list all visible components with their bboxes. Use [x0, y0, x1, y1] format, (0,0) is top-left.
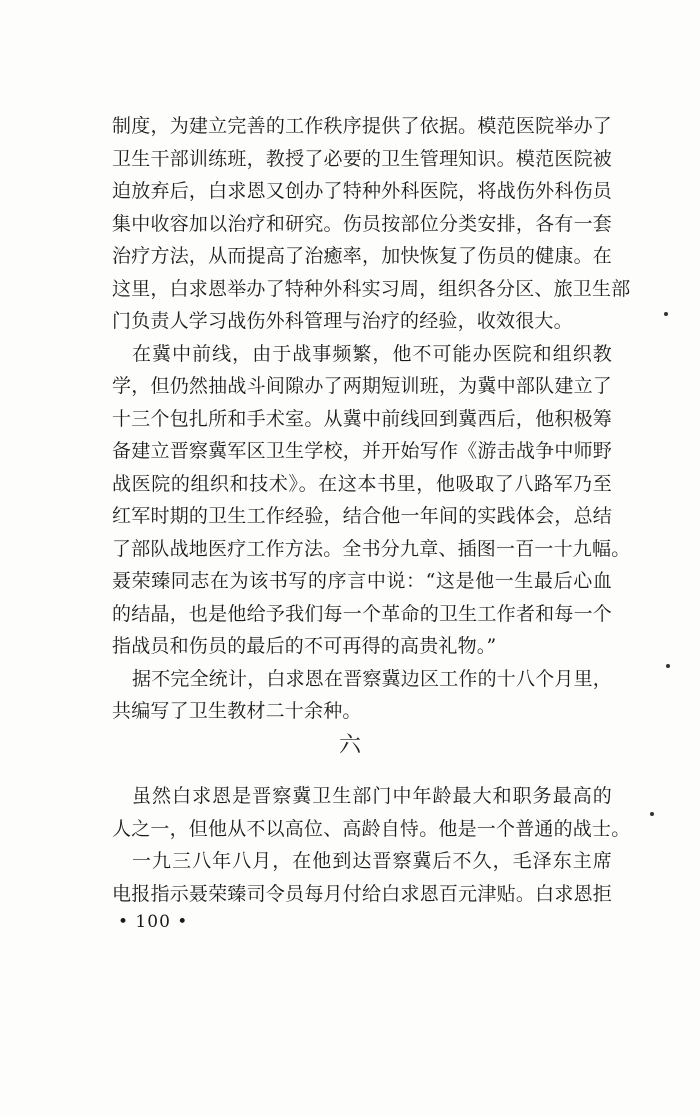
body-text-section-1 — [112, 110, 631, 728]
scan-speck — [650, 812, 654, 816]
chapter-heading: 六 — [338, 733, 361, 758]
text-line: 电报指示聂荣臻司令员每月付给白求恩百元津贴。白求恩拒 — [112, 882, 612, 905]
text-line: 在冀中前线，由于战事频繁，他不可能办医院和组织教 — [132, 342, 612, 365]
text-line: 迫放弃后，白求恩又创办了特种外科医院，将战伤外科伤员 — [112, 180, 612, 202]
text-line: 据不完全统计，白求恩在晋察冀边区工作的十八个月里， — [132, 667, 613, 690]
text-line: 门负责人学习战伤外科管理与治疗的经验，收效很大。 — [112, 310, 573, 332]
text-line: 一九三八年八月，在他到达晋察冀后不久，毛泽东主席 — [132, 850, 612, 872]
text-line: 虽然白求恩是晋察冀卫生部门中年龄最大和职务最高的 — [132, 785, 612, 807]
text-line: 十三个包扎所和手术室。从冀中前线回到冀西后，他积极筹 — [112, 407, 612, 430]
text-line: 治疗方法，从而提高了治癒率，加快恢复了伤员的健康。在 — [112, 245, 612, 267]
text-line: 的结晶，也是他给予我们每一个革命的卫生工作者和每一个 — [112, 602, 612, 625]
page-number: • 100 • — [118, 912, 189, 932]
text-line: 备建立晋察冀军区卫生学校，并开始写作《游击战争中师野 — [112, 440, 612, 462]
text-line: 制度，为建立完善的工作秩序提供了依据。模范医院举办了 — [112, 115, 612, 137]
text-line: 共编写了卫生教材二十余种。 — [112, 700, 362, 722]
text-line: 集中收容加以治疗和研究。伤员按部位分类安排，各有一套 — [112, 212, 612, 235]
text-line: 人之一，但他从不以高位、高龄自恃。他是一个普通的战士。 — [112, 817, 631, 840]
text-line: 学，但仍然抽战斗间隙办了两期短训班，为冀中部队建立了 — [112, 375, 612, 397]
text-line: 这里，白求恩举办了特种外科实习周，组织各分区、旅卫生部 — [112, 277, 631, 300]
text-line: 聂荣臻同志在为该书写的序言中说：“这是他一生最后心血 — [112, 570, 612, 592]
scan-speck — [666, 664, 670, 668]
text-line: 了部队战地医疗工作方法。全书分九章、插图一百一十九幅。 — [112, 537, 631, 560]
text-line: 指战员和伤员的最后的不可再得的高贵礼物。” — [112, 635, 497, 657]
text-line: 红军时期的卫生工作经验，结合他一年间的实践体会，总结 — [112, 505, 612, 527]
text-line: 卫生干部训练班，教授了必要的卫生管理知识。模范医院被 — [112, 147, 612, 170]
scan-speck — [664, 312, 668, 316]
body-text-section-2 — [112, 780, 631, 910]
text-line: 战医院的组织和技术》。在这本书里，他吸取了八路军乃至 — [112, 472, 612, 495]
